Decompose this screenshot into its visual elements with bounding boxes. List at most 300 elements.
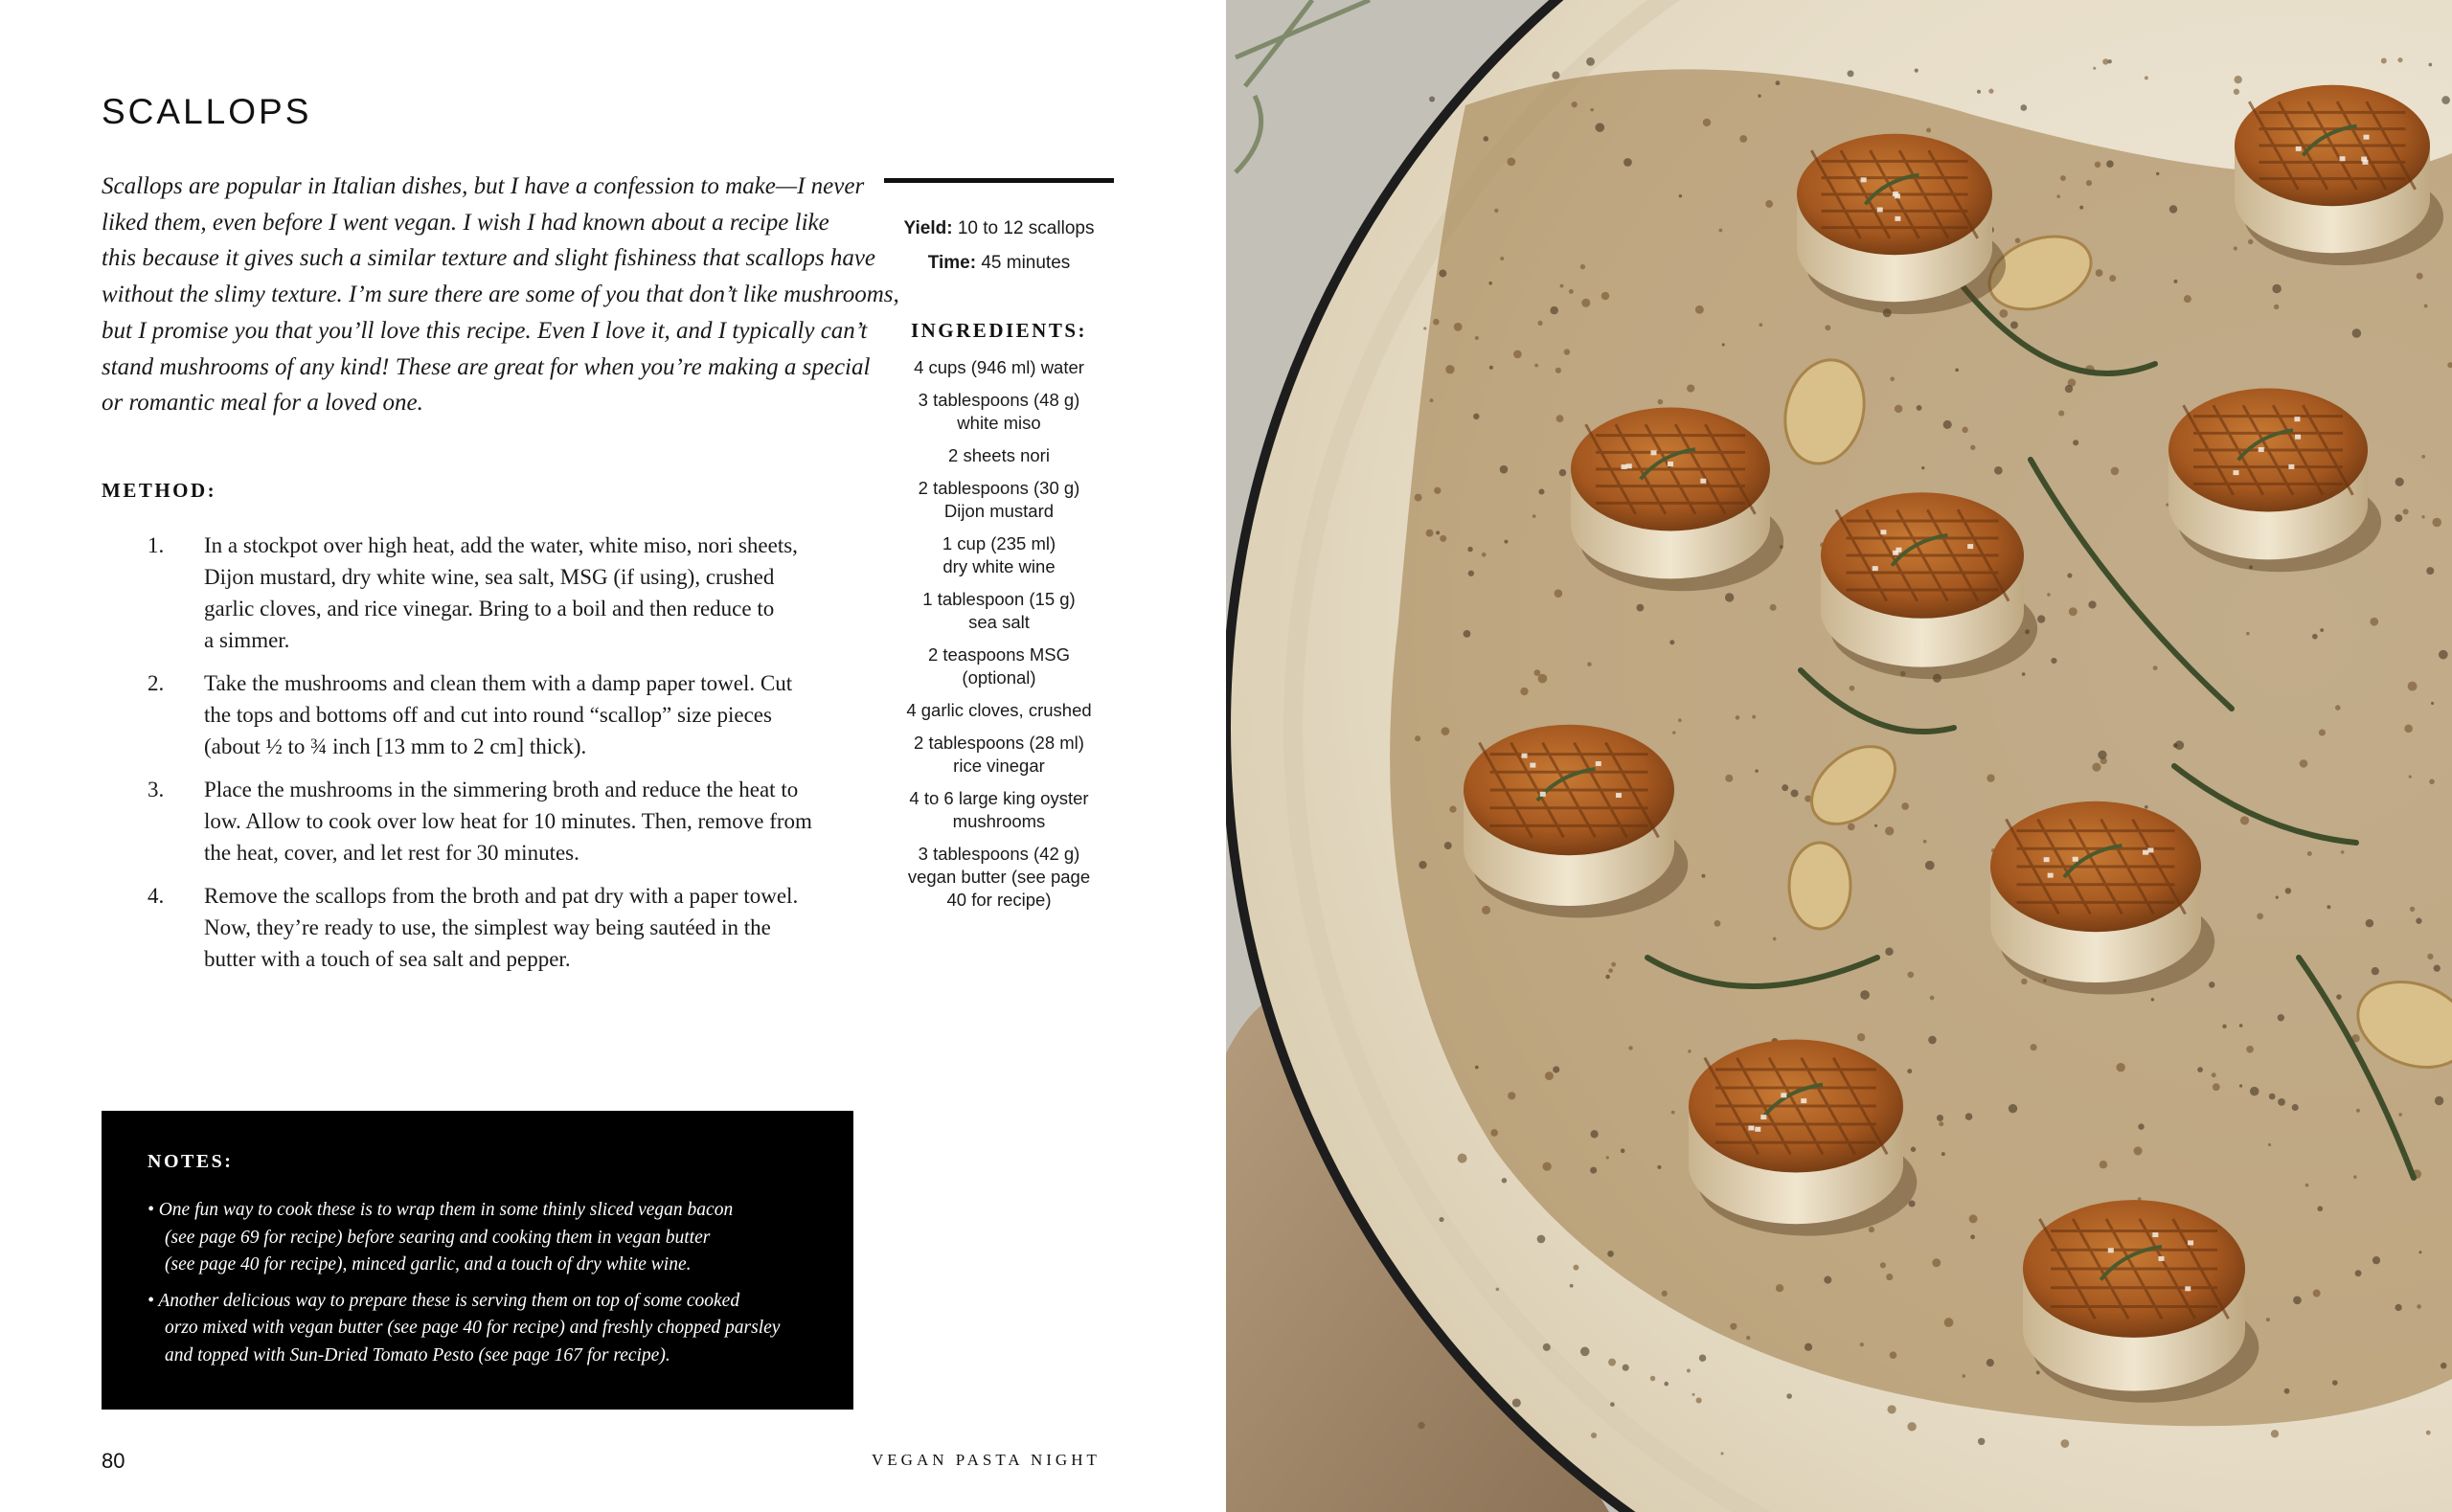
intro-line: or romantic meal for a loved one. xyxy=(102,390,423,417)
step-text xyxy=(204,774,961,869)
pepper-speckle xyxy=(1662,1291,1668,1297)
pepper-speckle xyxy=(2352,328,2362,338)
sidebar-rule xyxy=(884,178,1114,183)
pepper-speckle xyxy=(1869,1227,1874,1232)
pepper-speckle xyxy=(1500,257,1504,260)
pepper-speckle xyxy=(2248,239,2253,244)
note-line: • Another delicious way to prepare these is serving them on top of some cooked xyxy=(148,1290,740,1311)
pepper-speckle xyxy=(1988,89,1993,94)
scallop xyxy=(1990,801,2214,995)
pepper-speckle xyxy=(1482,553,1487,557)
pepper-speckle xyxy=(1718,229,1722,233)
pepper-speckle xyxy=(1475,1066,1479,1070)
pepper-speckle xyxy=(1885,948,1893,956)
pepper-speckle xyxy=(1895,405,1902,413)
step-text xyxy=(204,530,961,656)
ingredient-item xyxy=(884,477,1114,523)
ingredient-item xyxy=(884,356,1114,379)
pepper-speckle xyxy=(2373,1256,2380,1264)
pepper-speckle xyxy=(1770,604,1777,611)
pepper-speckle xyxy=(1928,1036,1937,1045)
intro-line: liked them, even before I went vegan. I wish I had known about a recipe like xyxy=(102,209,829,236)
pepper-speckle xyxy=(1930,996,1935,1001)
pepper-speckle xyxy=(2278,1098,2285,1106)
pepper-speckle xyxy=(1415,735,1420,741)
pepper-speckle xyxy=(1611,962,1616,967)
ingredient-item xyxy=(884,699,1114,722)
pepper-speckle xyxy=(1538,674,1548,684)
step-line: Remove the scallops from the broth and pat dry with a paper towel. xyxy=(204,884,799,908)
pepper-speckle xyxy=(1591,1433,1597,1438)
pepper-speckle xyxy=(1605,975,1610,980)
pepper-speckle xyxy=(1776,1284,1783,1292)
scallops-pan-photo xyxy=(1226,0,2452,1512)
note-line: (see page 40 for recipe), minced garlic, and a touch of dry white wine. xyxy=(165,1254,692,1275)
ingredient-line: 4 to 6 large king oyster xyxy=(909,788,1089,808)
pepper-speckle xyxy=(1608,968,1613,973)
pepper-speckle xyxy=(1534,364,1538,368)
intro-line: this because it gives such a similar texture and slight fishiness that scallops have xyxy=(102,245,876,272)
pepper-speckle xyxy=(2435,1096,2443,1105)
pepper-speckle xyxy=(1496,1288,1500,1292)
pepper-speckle xyxy=(2317,1206,2323,1211)
pepper-speckle xyxy=(2426,1431,2431,1435)
pepper-speckle xyxy=(1426,530,1434,537)
pepper-speckle xyxy=(1537,321,1542,326)
ingredient-line: 3 tablespoons (42 g) xyxy=(918,844,1080,864)
intro-line: stand mushrooms of any kind! These are great for when you’re making a special xyxy=(102,353,871,380)
pepper-speckle xyxy=(1502,1178,1507,1183)
pepper-speckle xyxy=(1608,1359,1616,1366)
pepper-speckle xyxy=(2092,763,2100,772)
pepper-speckle xyxy=(1911,1147,1916,1152)
ingredient-line: 3 tablespoons (48 g) xyxy=(918,390,1080,410)
ingredient-line: 2 tablespoons (28 ml) xyxy=(914,733,1084,753)
pepper-speckle xyxy=(2293,1296,2302,1304)
pepper-speckle xyxy=(2166,504,2168,507)
pepper-speckle xyxy=(2145,805,2148,809)
pepper-speckle xyxy=(2239,1084,2242,1087)
pepper-speckle xyxy=(2404,725,2413,733)
pepper-speckle xyxy=(1970,1234,1975,1239)
pepper-speckle xyxy=(1606,1156,1609,1159)
pepper-speckle xyxy=(1552,71,1559,79)
pepper-speckle xyxy=(1468,571,1474,576)
time-line xyxy=(884,246,1114,281)
pepper-speckle xyxy=(2096,269,2103,277)
ingredient-line: 4 cups (946 ml) water xyxy=(914,357,1084,377)
pepper-speckle xyxy=(1890,1351,1897,1359)
pepper-speckle xyxy=(1970,445,1975,450)
note-line: and topped with Sun-Dried Tomato Pesto (see page 167 for recipe). xyxy=(165,1344,670,1365)
pepper-speckle xyxy=(1901,802,1909,810)
ingredient-line: sea salt xyxy=(968,612,1030,632)
step-line: (about ½ to ¾ inch [13 mm to 2 cm] thick). xyxy=(204,734,587,758)
pepper-speckle xyxy=(1482,906,1490,914)
ingredient-line: 1 tablespoon (15 g) xyxy=(922,589,1076,609)
step-line: low. Allow to cook over low heat for 10 minutes. Then, remove from xyxy=(204,809,812,833)
pepper-speckle xyxy=(1543,1343,1551,1351)
pepper-speckle xyxy=(1623,1365,1629,1371)
step-line: Dijon mustard, dry white wine, sea salt, MSG (if using), crushed xyxy=(204,565,775,589)
ingredients-list xyxy=(884,356,1114,912)
step-line: Now, they’re ready to use, the simplest way being sautéed in the xyxy=(204,915,771,939)
pepper-speckle xyxy=(1475,336,1479,340)
ingredient-line: vegan butter (see page xyxy=(907,867,1091,887)
pepper-speckle xyxy=(2051,658,2056,664)
pepper-speckle xyxy=(2312,634,2318,640)
pepper-speckle xyxy=(2212,1072,2216,1077)
pepper-speckle xyxy=(2305,1184,2309,1187)
pepper-speckle xyxy=(2106,160,2114,168)
intro-line: without the slimy texture. I’m sure there are some of you that don’t like mushrooms, xyxy=(102,282,899,308)
pepper-speckle xyxy=(2047,593,2051,597)
pepper-speckle xyxy=(2366,919,2374,928)
pepper-speckle xyxy=(1650,1376,1655,1381)
pepper-speckle xyxy=(1965,1113,1973,1120)
pepper-speckle xyxy=(1874,824,1877,827)
pepper-speckle xyxy=(1570,1284,1574,1288)
pepper-speckle xyxy=(1621,1149,1625,1154)
pepper-speckle xyxy=(1520,688,1528,695)
step-text xyxy=(204,667,961,762)
scallop xyxy=(1464,725,1688,918)
ingredient-line: 2 sheets nori xyxy=(948,445,1050,465)
pepper-speckle xyxy=(1692,1393,1695,1396)
ingredient-line: white miso xyxy=(957,413,1041,433)
pepper-speckle xyxy=(1490,1129,1498,1137)
step-line: the tops and bottoms off and cut into round “scallop” size pieces xyxy=(204,703,772,727)
pepper-speckle xyxy=(1932,1258,1941,1267)
pepper-speckle xyxy=(1939,1121,1943,1126)
pepper-speckle xyxy=(1915,69,1918,73)
pepper-speckle xyxy=(1601,292,1609,300)
ingredient-line: dry white wine xyxy=(942,556,1056,576)
pepper-speckle xyxy=(2434,965,2441,972)
pepper-speckle xyxy=(2424,305,2428,308)
pepper-speckle xyxy=(1926,128,1931,133)
pepper-speckle xyxy=(2222,1025,2226,1028)
pepper-speckle xyxy=(1739,135,1747,143)
ingredient-item xyxy=(884,843,1114,912)
pepper-speckle xyxy=(1962,427,1967,433)
pepper-speckle xyxy=(2395,514,2402,522)
pepper-speckle xyxy=(2095,162,2100,168)
pepper-speckle xyxy=(1623,158,1632,167)
pepper-speckle xyxy=(1628,1046,1632,1049)
pepper-speckle xyxy=(1687,384,1694,392)
pepper-speckle xyxy=(1508,1092,1515,1099)
pepper-speckle xyxy=(1429,97,1435,102)
pepper-speckle xyxy=(1483,136,1488,142)
recipe-title: SCALLOPS xyxy=(102,92,312,131)
pepper-speckle xyxy=(1824,1276,1831,1284)
ingredient-item xyxy=(884,732,1114,778)
pepper-speckle xyxy=(1944,1318,1954,1327)
pepper-speckle xyxy=(2010,322,2018,329)
step-line: butter with a touch of sea salt and pepper. xyxy=(204,947,571,971)
pepper-speckle xyxy=(1921,466,1924,469)
yield-label: Yield: xyxy=(903,218,953,238)
ingredient-line: 4 garlic cloves, crushed xyxy=(906,700,1092,720)
pepper-speckle xyxy=(2408,682,2418,691)
pepper-speckle xyxy=(1825,325,1830,330)
pepper-speckle xyxy=(2381,58,2387,64)
page-number: 80 xyxy=(102,1449,125,1473)
pepper-speckle xyxy=(2020,104,2027,111)
ingredient-item xyxy=(884,532,1114,578)
pepper-speckle xyxy=(2421,515,2424,518)
pepper-speckle xyxy=(1418,1422,1424,1429)
pepper-speckle xyxy=(1596,123,1605,132)
pepper-speckle xyxy=(2169,205,2177,213)
pepper-speckle xyxy=(2174,740,2184,750)
pepper-speckle xyxy=(1886,1274,1893,1280)
pepper-speckle xyxy=(2209,982,2214,987)
time-label: Time: xyxy=(927,253,977,273)
pepper-speckle xyxy=(2336,994,2342,1000)
pepper-speckle xyxy=(2173,280,2177,283)
pepper-speckle xyxy=(2151,998,2154,1001)
step-line: garlic cloves, and rice vinegar. Bring to a boil and then reduce to xyxy=(204,597,775,621)
pepper-speckle xyxy=(1725,775,1733,782)
pepper-speckle xyxy=(1943,420,1952,429)
pepper-speckle xyxy=(2320,628,2324,632)
pepper-speckle xyxy=(2073,440,2078,445)
pepper-speckle xyxy=(1880,1262,1886,1268)
step-line: In a stockpot over high heat, add the water, white miso, nori sheets, xyxy=(204,533,798,557)
pepper-speckle xyxy=(1419,861,1426,869)
note-line: (see page 69 for recipe) before searing and cooking them in vegan butter xyxy=(165,1227,711,1248)
pepper-speckle xyxy=(1678,718,1682,722)
pepper-speckle xyxy=(1987,1359,1994,1366)
pepper-speckle xyxy=(1504,540,1508,544)
pepper-speckle xyxy=(2234,76,2241,83)
pepper-speckle xyxy=(1890,376,1895,381)
pepper-speckle xyxy=(1857,1033,1865,1041)
scallop xyxy=(2235,85,2443,265)
pepper-speckle xyxy=(1759,323,1762,327)
ingredient-line: mushrooms xyxy=(952,811,1046,831)
pepper-speckle xyxy=(1699,1354,1706,1361)
pepper-speckle xyxy=(2431,702,2434,705)
pepper-speckle xyxy=(2021,979,2027,984)
pepper-speckle xyxy=(2428,63,2432,67)
pepper-speckle xyxy=(2271,1430,2279,1437)
pepper-speckle xyxy=(1765,200,1773,208)
pepper-speckle xyxy=(2417,273,2423,280)
pepper-speckle xyxy=(1850,686,1855,691)
pepper-speckle xyxy=(1758,94,1760,97)
intro-line: Scallops are popular in Italian dishes, but I have a confession to make—I never xyxy=(102,173,865,199)
pepper-speckle xyxy=(1963,1374,1966,1378)
pepper-speckle xyxy=(1978,1438,1985,1445)
pepper-speckle xyxy=(1937,1115,1943,1121)
pepper-speckle xyxy=(2355,1270,2362,1276)
pepper-speckle xyxy=(1782,784,1788,791)
pepper-speckle xyxy=(2111,467,2120,476)
ingredient-item xyxy=(884,787,1114,833)
pepper-speckle xyxy=(1559,469,1566,476)
pepper-speckle xyxy=(2088,600,2096,608)
pepper-speckle xyxy=(1467,547,1472,552)
note-line: orzo mixed with vegan butter (see page 40 for recipe) and freshly chopped parsley xyxy=(165,1318,781,1338)
pepper-speckle xyxy=(2272,284,2282,294)
scallops-photo xyxy=(1226,0,2452,1512)
pepper-speckle xyxy=(1703,119,1711,126)
pepper-speckle xyxy=(2100,757,2107,764)
yield-line xyxy=(884,212,1114,246)
pepper-speckle xyxy=(2156,172,2159,175)
pepper-speckle xyxy=(2426,567,2434,575)
pepper-speckle xyxy=(1730,1323,1737,1330)
pepper-speckle xyxy=(1538,489,1544,495)
pepper-speckle xyxy=(1423,327,1426,329)
pepper-speckle xyxy=(1746,1336,1750,1340)
method-steps xyxy=(102,530,868,986)
note-item xyxy=(148,1197,837,1279)
pepper-speckle xyxy=(1439,270,1446,278)
pepper-speckle xyxy=(2300,759,2308,768)
pepper-speckle xyxy=(1907,1069,1912,1073)
pepper-speckle xyxy=(1488,282,1492,285)
pepper-speckle xyxy=(1436,530,1440,534)
pepper-speckle xyxy=(1848,824,1855,831)
pepper-speckle xyxy=(1580,1347,1590,1357)
pepper-speckle xyxy=(2037,615,2045,622)
pepper-speckle xyxy=(2268,1143,2271,1146)
pepper-speckle xyxy=(1590,108,1594,112)
pepper-speckle xyxy=(2429,779,2435,785)
pepper-speckle xyxy=(2410,907,2415,912)
step-number: 2. xyxy=(148,671,165,695)
notes-heading: NOTES: xyxy=(148,1151,234,1172)
pepper-speckle xyxy=(2239,1024,2243,1027)
pepper-speckle xyxy=(2432,518,2441,528)
pepper-speckle xyxy=(1590,1130,1598,1138)
pepper-speckle xyxy=(1664,1382,1669,1387)
pepper-speckle xyxy=(2213,1083,2220,1091)
pepper-speckle xyxy=(2031,1044,2037,1050)
pepper-speckle xyxy=(2403,508,2409,514)
pepper-speckle xyxy=(1688,1049,1691,1052)
pepper-speckle xyxy=(2060,1439,2069,1448)
pepper-speckle xyxy=(2274,305,2279,309)
pepper-speckle xyxy=(1550,306,1558,315)
pepper-speckle xyxy=(2372,967,2379,975)
pepper-speckle xyxy=(2184,295,2191,303)
pepper-speckle xyxy=(2022,672,2026,676)
scallop xyxy=(1571,408,1783,592)
ingredient-line: rice vinegar xyxy=(953,756,1045,776)
step-line: Take the mushrooms and clean them with a damp paper towel. Cut xyxy=(204,671,793,695)
pepper-speckle xyxy=(1507,157,1515,166)
pepper-speckle xyxy=(2284,1388,2290,1394)
step-number: 4. xyxy=(148,884,165,908)
pepper-speckle xyxy=(1907,1422,1916,1431)
pepper-speckle xyxy=(2353,1175,2356,1178)
ingredient-item xyxy=(884,444,1114,467)
pepper-speckle xyxy=(2285,888,2291,893)
pepper-speckle xyxy=(2335,705,2341,711)
pepper-speckle xyxy=(1736,715,1740,720)
pepper-speckle xyxy=(1722,343,1725,346)
pepper-speckle xyxy=(2234,246,2237,250)
pepper-speckle xyxy=(1696,1397,1702,1403)
pepper-speckle xyxy=(2246,632,2250,636)
ingredients-heading: INGREDIENTS: xyxy=(910,319,1088,342)
pepper-speckle xyxy=(2416,918,2421,924)
method-heading: METHOD: xyxy=(102,479,217,502)
pepper-speckle xyxy=(2116,1063,2124,1072)
pepper-speckle xyxy=(2327,905,2330,909)
pepper-speckle xyxy=(1860,990,1870,1000)
pepper-speckle xyxy=(1969,1214,1978,1223)
pepper-speckle xyxy=(2246,1046,2254,1053)
pepper-speckle xyxy=(1494,209,1498,213)
pepper-speckle xyxy=(1791,789,1799,797)
pepper-speckle xyxy=(2153,666,2158,670)
step-line: the heat, cover, and let rest for 30 minutes. xyxy=(204,841,579,865)
pepper-speckle xyxy=(1955,368,1959,372)
pepper-speckle xyxy=(1564,349,1570,354)
pepper-speckle xyxy=(2395,1304,2401,1311)
method-step xyxy=(102,667,868,762)
ingredient-line: 2 teaspoons MSG xyxy=(927,644,1071,665)
pepper-speckle xyxy=(1464,630,1471,638)
ingredient-line: Dijon mustard xyxy=(943,501,1055,521)
pepper-speckle xyxy=(2266,1318,2270,1321)
scallop xyxy=(1797,134,2006,314)
pepper-speckle xyxy=(1532,514,1536,518)
pepper-speckle xyxy=(2069,607,2077,616)
pepper-speckle xyxy=(1860,1343,1864,1346)
pepper-speckle xyxy=(1941,1152,1945,1156)
notes-box xyxy=(102,1111,853,1410)
pepper-speckle xyxy=(2086,180,2092,186)
pepper-speckle xyxy=(1987,774,1994,781)
pepper-speckle xyxy=(2102,58,2108,64)
pepper-speckle xyxy=(1430,398,1434,402)
pepper-speckle xyxy=(1433,319,1439,325)
pepper-speckle xyxy=(1537,1235,1546,1244)
pepper-speckle xyxy=(1687,1368,1691,1372)
pepper-speckle xyxy=(2292,1104,2299,1111)
pepper-speckle xyxy=(2015,237,2021,243)
pepper-speckle xyxy=(1977,90,1981,94)
scallop xyxy=(2168,389,2381,573)
pepper-speckle xyxy=(1923,840,1927,844)
ingredient-line: 1 cup (235 ml) xyxy=(942,533,1056,553)
pepper-speckle xyxy=(1714,920,1721,927)
intro-paragraph xyxy=(102,169,899,421)
pepper-speckle xyxy=(1580,264,1585,269)
pepper-speckle xyxy=(2036,1370,2040,1374)
pepper-speckle xyxy=(1636,604,1644,612)
pepper-speckle xyxy=(1542,1162,1551,1170)
pepper-speckle xyxy=(2068,378,2077,387)
pepper-speckle xyxy=(1755,769,1759,773)
recipe-sidebar xyxy=(884,178,1114,921)
pepper-speckle xyxy=(1887,1405,1896,1413)
pepper-speckle xyxy=(1702,874,1706,878)
step-number: 1. xyxy=(148,533,165,557)
pepper-speckle xyxy=(2417,1304,2421,1309)
pepper-speckle xyxy=(1610,1402,1615,1407)
pepper-speckle xyxy=(1752,715,1756,719)
pepper-speckle xyxy=(2093,67,2096,70)
pepper-speckle xyxy=(1581,299,1590,307)
